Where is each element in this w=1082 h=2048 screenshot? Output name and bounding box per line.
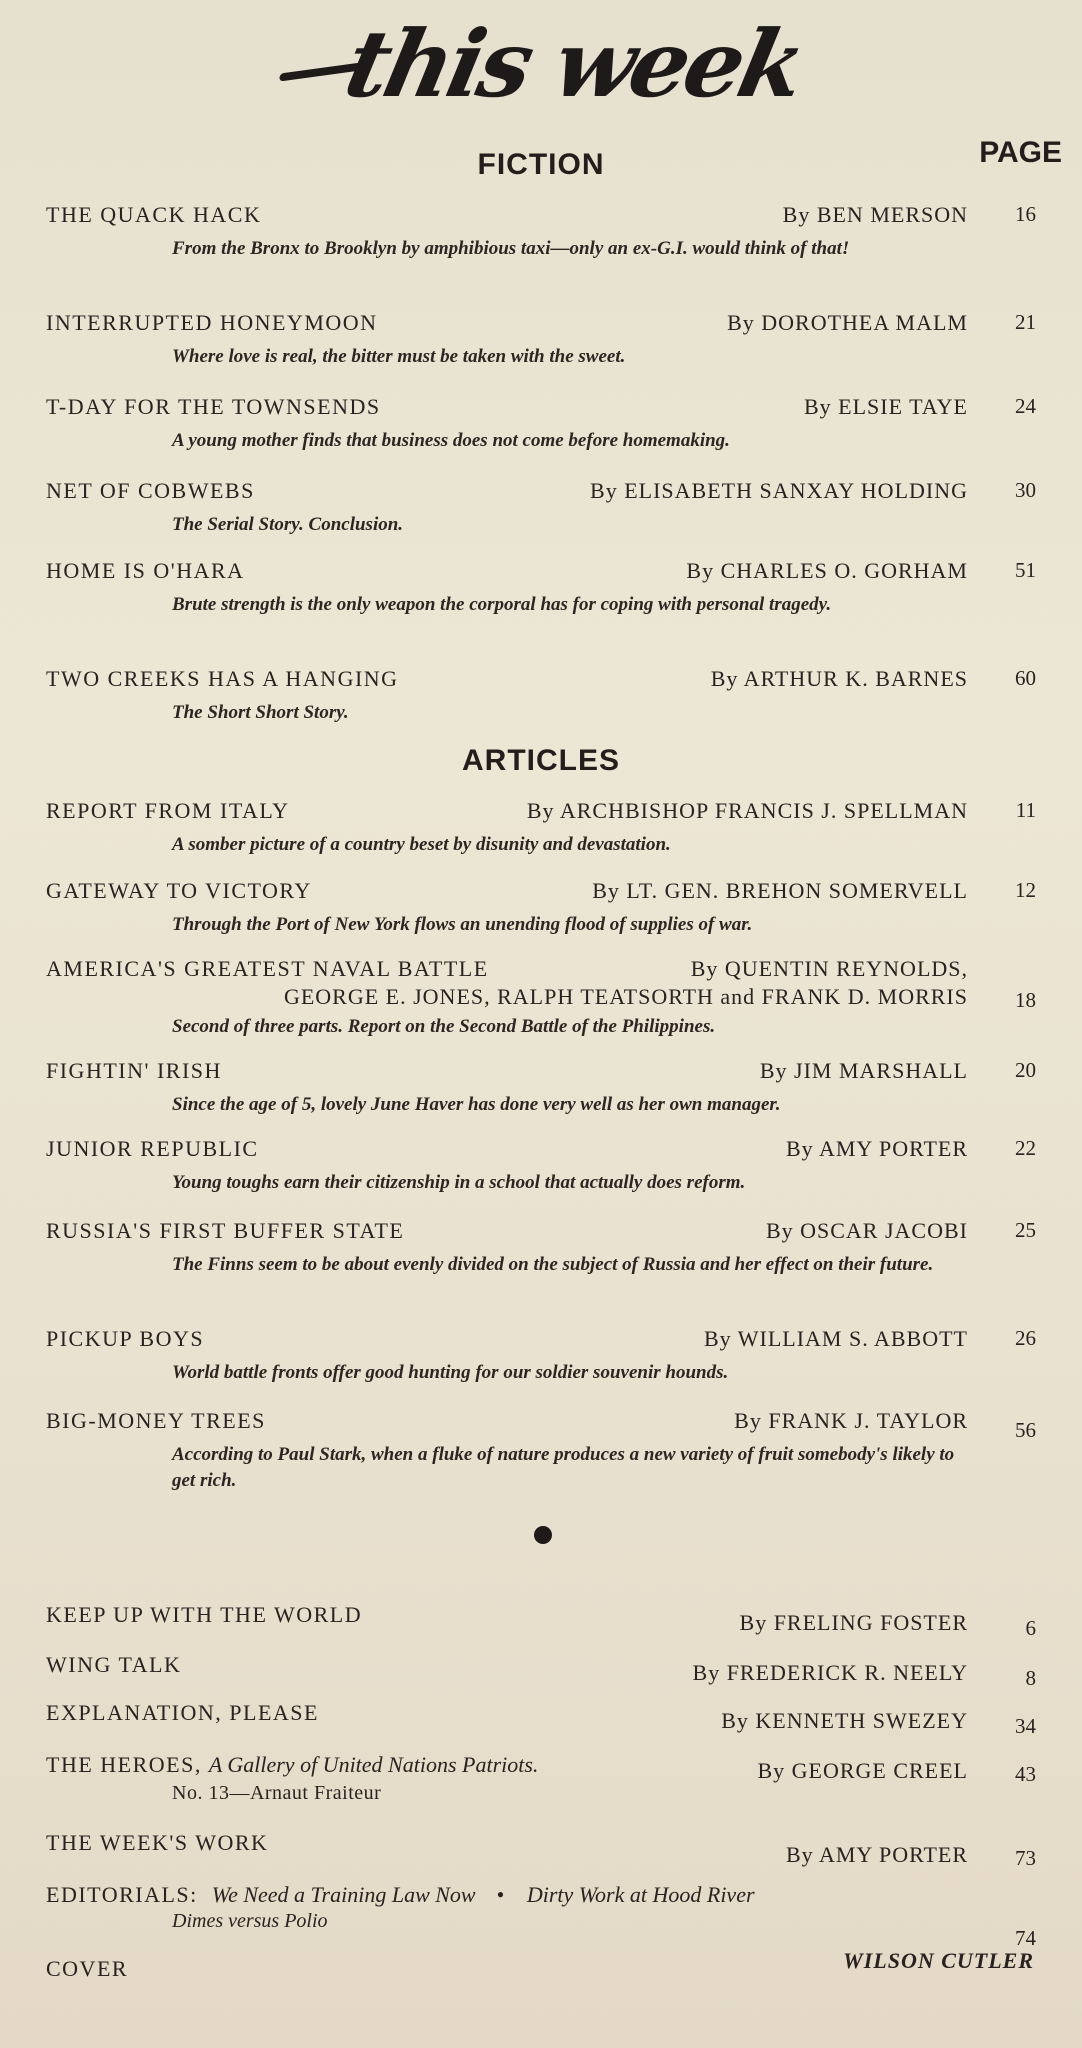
entry-author: By OSCAR JACOBI <box>765 1218 968 1243</box>
entry-description: Where love is real, the bitter must be taken with the sweet. <box>172 346 626 367</box>
toc-entry-buffer-state <box>46 1218 1046 1278</box>
entry-page: 30 <box>1015 478 1036 502</box>
entry-page: 11 <box>1015 798 1036 822</box>
toc-entry-two-creeks <box>46 666 1046 726</box>
entry-page: 43 <box>1015 1762 1036 1786</box>
entry-title: COVER <box>46 1956 129 1981</box>
entry-page: 24 <box>1015 394 1036 418</box>
masthead-text: this week <box>336 10 812 118</box>
entry-page: 22 <box>1015 1136 1036 1160</box>
toc-entry-quack-hack <box>46 202 1046 262</box>
entry-description: According to Paul Stark, when a fluke of nature produces a new variety of fruit somebody's likely to get rich. <box>172 1444 955 1491</box>
toc-entry-report-from-italy <box>46 798 1046 858</box>
entry-description: The Finns seem to be about evenly divided on the subject of Russia and her effect on their future. <box>172 1254 934 1275</box>
entry-title-italic: A Gallery of United Nations Patriots. <box>208 1752 539 1777</box>
entry-title: JUNIOR REPUBLIC <box>46 1136 259 1161</box>
entry-title <box>46 1752 538 1778</box>
entry-author: By FREDERICK R. NEELY <box>692 1660 968 1685</box>
masthead <box>0 10 1082 118</box>
entry-description: The Short Short Story. <box>172 702 349 723</box>
entry-page: 20 <box>1015 1058 1036 1082</box>
entry-page: 73 <box>1015 1846 1036 1870</box>
entry-title: TWO CREEKS HAS A HANGING <box>46 666 399 691</box>
entry-title: KEEP UP WITH THE WORLD <box>46 1602 363 1627</box>
entry-title: EXPLANATION, PLEASE <box>46 1700 319 1725</box>
entry-page: 56 <box>1015 1418 1036 1442</box>
toc-entry-weeks-work <box>46 1830 1046 1870</box>
entry-author: By LT. GEN. BREHON SOMERVELL <box>592 878 968 903</box>
editorial-item-3: Dimes versus Polio <box>172 1910 328 1932</box>
entry-author: By FRELING FOSTER <box>739 1610 968 1635</box>
entry-page: 26 <box>1015 1326 1036 1350</box>
entry-author: By GEORGE CREEL <box>757 1758 968 1783</box>
editorial-item-2: Dirty Work at Hood River <box>526 1882 755 1907</box>
entry-title: NET OF COBWEBS <box>46 478 255 503</box>
fiction-heading: FICTION <box>477 148 605 181</box>
entry-title: PICKUP BOYS <box>46 1326 205 1351</box>
entry-description: Brute strength is the only weapon the corporal has for coping with personal tragedy. <box>172 594 832 615</box>
entry-description: Through the Port of New York flows an unending flood of supplies of war. <box>172 914 753 935</box>
entry-title: WING TALK <box>46 1652 182 1677</box>
entry-author: By ARTHUR K. BARNES <box>710 666 968 691</box>
toc-entry-t-day <box>46 394 1046 454</box>
entry-author: By QUENTIN REYNOLDS, <box>690 956 968 981</box>
entry-author-line2: GEORGE E. JONES, RALPH TEATSORTH and FRANK D. MORRIS <box>283 984 968 1009</box>
toc-entry-pickup-boys <box>46 1326 1046 1386</box>
entry-page: 25 <box>1015 1218 1036 1242</box>
entry-author: By ELISABETH SANXAY HOLDING <box>590 478 968 503</box>
entry-author: By AMY PORTER <box>785 1136 968 1161</box>
entry-title: INTERRUPTED HONEYMOON <box>46 310 378 335</box>
toc-entry-net-of-cobwebs <box>46 478 1046 538</box>
entry-description: Second of three parts. Report on the Second Battle of the Philippines. <box>172 1016 716 1037</box>
section-divider-bullet <box>534 1526 552 1544</box>
entry-title: BIG-MONEY TREES <box>46 1408 266 1433</box>
entry-author: By DOROTHEA MALM <box>727 310 968 335</box>
entry-title: THE WEEK'S WORK <box>46 1830 269 1855</box>
toc-entry-gateway-to-victory <box>46 878 1046 938</box>
entry-title: AMERICA'S GREATEST NAVAL BATTLE <box>46 956 489 981</box>
entry-subtitle: No. 13—Arnaut Fraiteur <box>172 1782 382 1804</box>
entry-author: By JIM MARSHALL <box>759 1058 968 1083</box>
entry-author: By CHARLES O. GORHAM <box>686 558 968 583</box>
toc-entry-editorials <box>46 1882 1046 1950</box>
entry-title: T-DAY FOR THE TOWNSENDS <box>46 394 381 419</box>
entry-author: By ELSIE TAYE <box>803 394 968 419</box>
editorial-item-1: We Need a Training Law Now <box>211 1882 476 1907</box>
entry-description: Since the age of 5, lovely June Haver has done very well as her own manager. <box>172 1094 781 1115</box>
toc-entry-explanation <box>46 1700 1046 1738</box>
entry-description: World battle fronts offer good hunting for our soldier souvenir hounds. <box>172 1362 729 1383</box>
entry-page: 60 <box>1015 666 1036 690</box>
entry-page: 51 <box>1015 558 1036 582</box>
entry-page: 16 <box>1015 202 1036 226</box>
entry-title-main: THE HEROES, <box>46 1752 202 1777</box>
entry-title: THE QUACK HACK <box>46 202 262 227</box>
entry-author: By KENNETH SWEZEY <box>721 1708 968 1733</box>
articles-heading: ARTICLES <box>462 744 620 777</box>
toc-entry-wing-talk <box>46 1652 1046 1690</box>
toc-entry-home-is-ohara <box>46 558 1046 618</box>
entry-title: EDITORIALS: We Need a Training Law Now • Dirty Work at Hood River <box>46 1882 755 1907</box>
entry-description: The Serial Story. Conclusion. <box>172 514 404 535</box>
toc-entry-interrupted-honeymoon <box>46 310 1046 370</box>
toc-entry-big-money-trees <box>46 1408 1046 1494</box>
entry-description: A young mother finds that business does not come before homemaking. <box>172 430 730 451</box>
entry-author: By ARCHBISHOP FRANCIS J. SPELLMAN <box>526 798 968 823</box>
entry-page: 34 <box>1015 1714 1036 1738</box>
entry-description: A somber picture of a country beset by disunity and devastation. <box>172 834 671 855</box>
entry-page: 12 <box>1015 878 1036 902</box>
cover-artist: WILSON CUTLER <box>843 1948 1034 1973</box>
entry-title: REPORT FROM ITALY <box>46 798 290 823</box>
entry-page: 74 <box>1015 1926 1036 1950</box>
toc-entry-junior-republic <box>46 1136 1046 1196</box>
entry-page: 21 <box>1015 310 1036 334</box>
entry-description: From the Bronx to Brooklyn by amphibious taxi—only an ex-G.I. would think of that! <box>172 238 850 259</box>
toc-entry-naval-battle <box>46 956 1046 1040</box>
entry-author: By WILLIAM S. ABBOTT <box>703 1326 968 1351</box>
entry-page: 18 <box>1015 988 1036 1012</box>
entry-page: 6 <box>1025 1616 1036 1640</box>
editorials-label: EDITORIALS: <box>46 1882 198 1907</box>
entry-title: HOME IS O'HARA <box>46 558 245 583</box>
entry-title: GATEWAY TO VICTORY <box>46 878 312 903</box>
toc-entry-fightin-irish <box>46 1058 1046 1118</box>
entry-title: FIGHTIN' IRISH <box>46 1058 222 1083</box>
entry-author: By FRANK J. TAYLOR <box>734 1408 968 1433</box>
entry-page: 8 <box>1025 1666 1036 1690</box>
entry-author: By BEN MERSON <box>782 202 968 227</box>
entry-description: Young toughs earn their citizenship in a school that actually does reform. <box>172 1172 746 1193</box>
toc-entry-keep-up <box>46 1602 1046 1640</box>
entry-title: RUSSIA'S FIRST BUFFER STATE <box>46 1218 405 1243</box>
entry-author: By AMY PORTER <box>785 1842 968 1867</box>
page-column-header: PAGE <box>979 136 1062 169</box>
toc-entry-the-heroes <box>46 1752 1046 1805</box>
